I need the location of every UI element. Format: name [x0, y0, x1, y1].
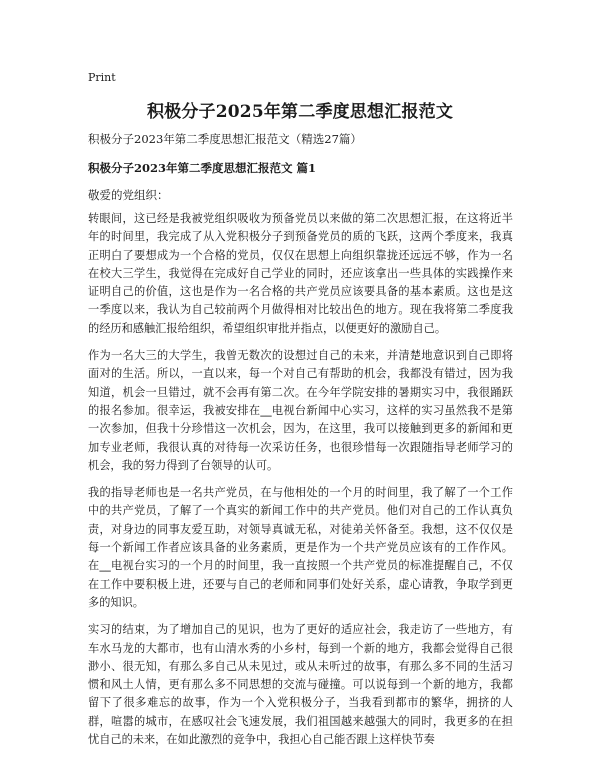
section-heading: 积极分子2023年第二季度思想汇报范文 篇1 [88, 161, 317, 175]
document-title: 积极分子2025年第二季度思想汇报范文 [146, 102, 454, 122]
paragraph: 我的指导老师也是一名共产党员，在与他相处的一个月的时间里，我了解了一个工作中的共产党员，了解了一个真实的新闻工作中的共产党员。他们对自己的工作认真负责，对身边的同事友爱互助，对领导真诚无私，对徒弟关怀备至。我想，这不仅仅是每一个新闻工作者应该具备的业务素质，更是作为一个共产党员应该有的工作作风。在__电视台实习的一个月的时间里，我一直按照一个共产党员的标准提醒自己，不仅在工作中要积极上进，还要与自己的老师和同事们处好关系，虚心请教，争取学到更多的知识。 [88, 486, 513, 609]
paragraph: 转眼间，这已经是我被党组织吸收为预备党员以来做的第二次思想汇报，在这将近半年的时间里，我完成了从入党积极分子到预备党员的质的飞跃，这两个季度来，我真正明白了要想成为一个合格的党员，仅仅在思想上向组织靠拢还远远不够，作为一名在校大三学生，我觉得在完成好自己学业的同时，还应该拿出一些具体的实践操作来证明自己的价值，这也是作为一名合格的共产党员应该要具备的基本素质。这也是这一季度以来，我认为自己较前两个月做得相对比较出色的地方。现在我将第二季度我的经历和感触汇报给组织，希望组织审批并指点，以便更好的激励自己。 [88, 212, 513, 335]
paragraph: 作为一名大三的大学生，我曾无数次的设想过自己的未来，并清楚地意识到自己即将面对的生活。所以，一直以来，每一个对自己有帮助的机会，我都没有错过，因为我知道，机会一旦错过，就不会再有第二次。在今年学院安排的暑期实习中，我很踊跃的报名参加。很幸运，我被安排在__电视台新闻中心实习，这样的实习虽然我不是第一次参加，但我十分珍惜这一次机会，因为，在这里，我可以接触到更多的新闻和更加专业老师，我很认真的对待每一次采访任务，也很珍惜每一次跟随指导老师学习的机会，我的努力得到了台领导的认可。 [88, 349, 513, 472]
paragraph: 实习的结束，为了增加自己的见识，也为了更好的适应社会，我走访了一些地方，有车水马龙的大都市，也有山清水秀的小乡村，每到一个新的地方，我都会觉得自己很渺小、很无知，有那么多自己从未见过，或从未听过的故事，有那么多不同的生活习惯和风土人情，更有那么多不同思想的交流与碰撞。可以说每到一个新的地方，我都留下了很多难忘的故事，作为一个入党积极分子，当我看到都市的繁华，拥挤的人群，喧嚣的城市，在感叹社会飞速发展，我们祖国越来越强大的同时，我更多的在担忧自己的未来，在如此激烈的竞争中，我担心自己能否跟上这样快节奏 [88, 623, 513, 747]
body-text [88, 210, 513, 758]
document-subtitle: 积极分子2023年第二季度思想汇报范文（精选27篇） [88, 132, 362, 146]
salutation: 敬爱的党组织： [88, 188, 169, 202]
print-label[interactable]: Print [88, 71, 116, 84]
